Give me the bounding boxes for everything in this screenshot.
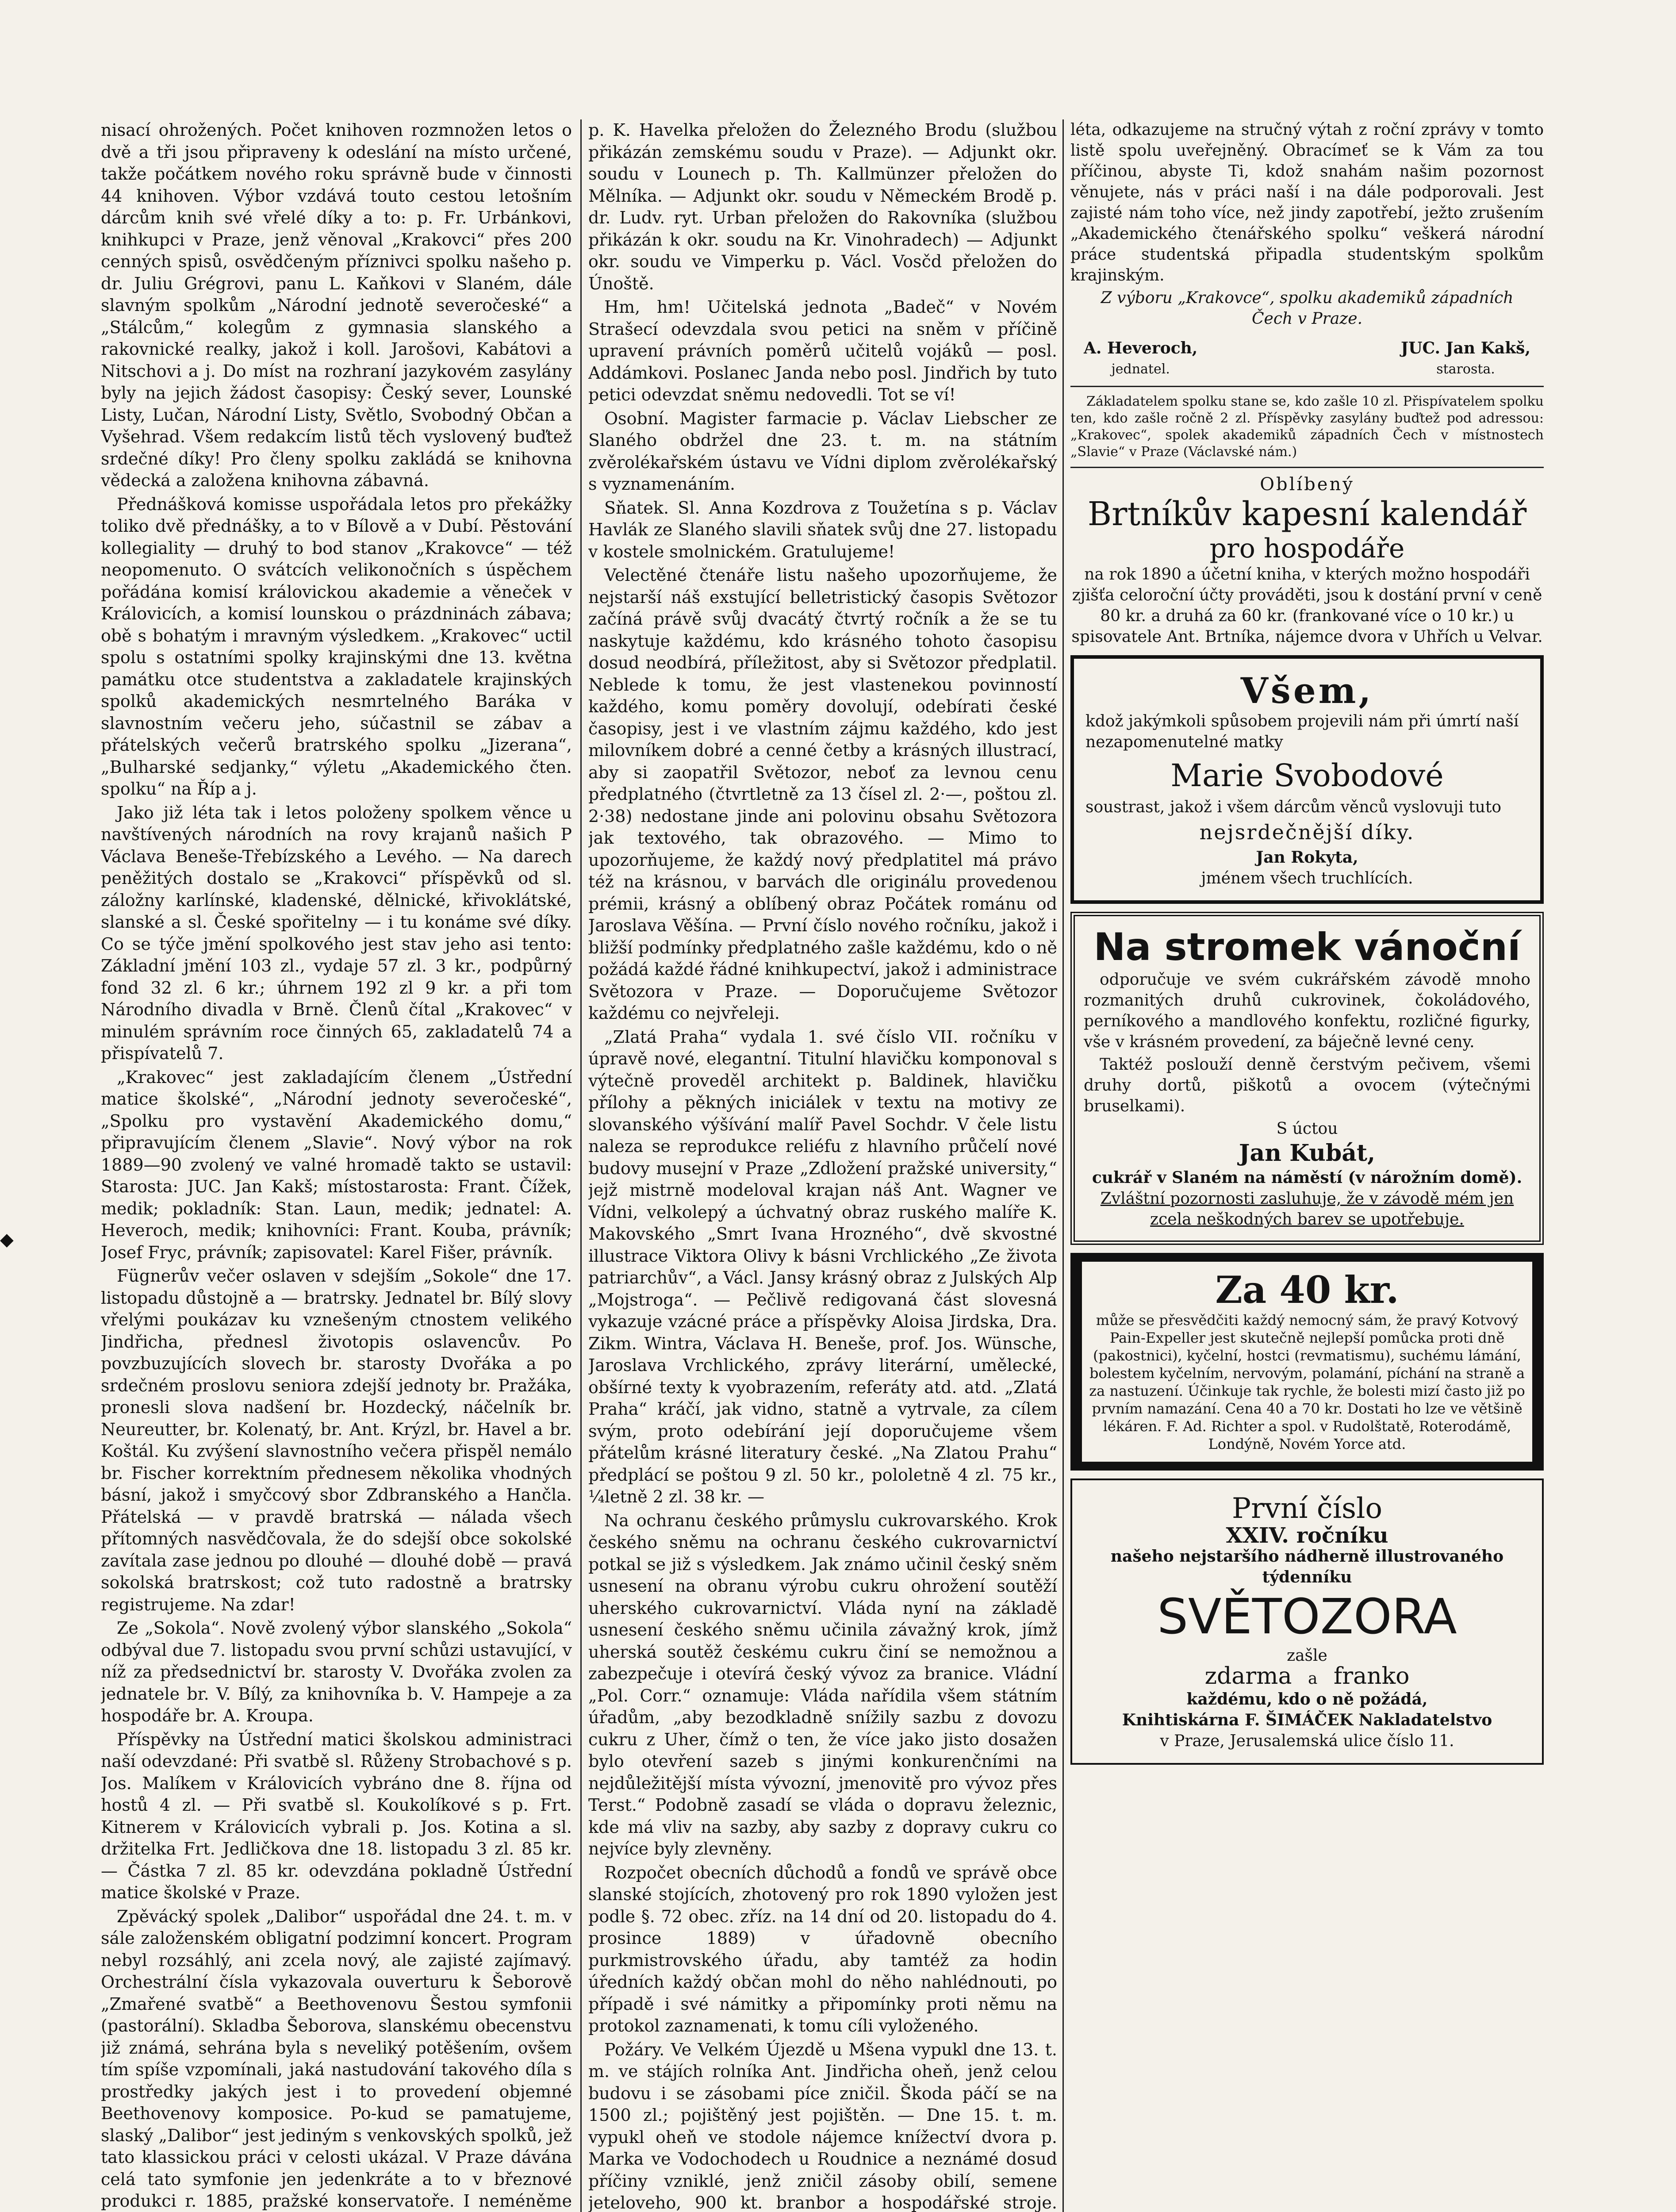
article-paragraph: Hm, hm! Učitelská jednota „Badeč“ v Novém Strašecí odevzdala svou petici na sněm v příčině upravení právních poměrů učitelů vojáků — posl. Addámkovi. Poslanec Janda nebo posl. Jindřich by tuto petici odevzdat sněmu nedovedli. Tot se ví!	[588, 297, 1057, 404]
ad-kicker: Oblíbený	[1260, 474, 1354, 495]
ad-subtitle: pro hospodáře	[1209, 533, 1405, 564]
ad-volume: XXIV. ročníku	[1226, 1523, 1388, 1548]
ad-desc: našeho nejstaršího nádherně illustrovaného týdenníku	[1110, 1547, 1504, 1586]
ad-signer-note: jménem všech truchlících.	[1201, 869, 1413, 887]
ad-everyone: každému, kdo o ně požádá,	[1186, 1690, 1428, 1709]
ad-title: Brtníkův kapesní kalendář	[1087, 495, 1527, 533]
article-paragraph: Velectěné čtenáře listu našeho upozorňujeme, že nejstarší náš exstující belletristický časopis Světozor začíná právě svůj dvacátý čtvrtý ročník a že se tu naskytuje každému, kdo krásného tohoto časopisu dosud neodbírá, příležitost, aby si Světozor předplatil. Neblede k tomu, že jest vlastenekou povinností každého, komu poměry dovolují, odebírati české časopisy, jest i ve vlastním zájmu každého, kdo jest milovníkem dobré a cenné četby a krásných illustrací, aby si zaopatřil Světozor, neboť za levnou cenu předplatného (čtvrtletně za 13 čísel zl. 2·—, poštou zl. 2·38) nedostane jinde ani polovinu obsahu Světozora jak textového, tak obrazového. — Mimo to upozorňujeme, že každý nový předplatitel má právo též na krásnou, v barvách dle originálu provedenou prémii, krásný a oblíbený obraz Počátek románu od Jaroslava Věšína. — První číslo nového ročníku, jakož i bližší podmínky předplatného zašle každému, kdo o ně požádá každé řádné knihkupectví, jakož i administrace Světozora v Praze. — Doporučujeme Světozor každému co nejvřeleji.	[588, 565, 1057, 1023]
article-paragraph: p. K. Havelka přeložen do Železného Brodu (službou přikázán zemskému soudu v Praze). — Adjunkt okr. soudu v Lounech p. Th. Kallmünzer přeložen do Mělníka. — Adjunkt okr. soudu v Německém Brodě p. dr. Ludv. ryt. Urban přeložen do Rakovníka (službou přikázán k okr. soudu na Kr. Vinohradech) — Adjunkt okr. soudu ve Vimperku p. Václ. Vosčd přeložen do Únoště.	[588, 120, 1057, 293]
article-paragraph: Jako již léta tak i letos položeny spolkem věnce u navštívených národních na rovy krajanů našich P Václava Beneše-Třebízského a Levého. — Na darech peněžitých dostalo se „Krakovci“ příspěvků od sl. záložny karlínské, kladenské, dělnické, křivoklátské, slanské a sl. České spořitelny — i tu konáme své díky. Co se týče jmění spolkového jest stav jeho asi tento: Základní jmění 103 zl., vydaje 57 zl. 3 kr., podpůrný fond 32 zl. 6 kr.; úhrnem 192 zl 9 kr. a při tom Národního divadla v Brně. Členů čítal „Krakovec“ v minulém správním roce činných 65, zakladatelů 74 a přispívatelů 7.	[101, 803, 572, 1063]
column-1	[101, 119, 572, 2212]
article-paragraph: „Zlatá Praha“ vydala 1. své číslo VII. ročníku v úpravě nové, elegantní. Titulní hlavičku komponoval s výtečně proveděl architekt p. Baldinek, hlavičku přílohy a pěkných iniciálek v textu na motivy ze slovanského výšívání malíř Pavel Sochdr. V čele listu naleza se reprodukce reliéfu z hlavního průčelí nové budovy musejní v Praze „Zdložení pražské university,“ jejž mistrně modeloval krajan náš Ant. Wagner ve Vídni, velkolepý a úchvatný obraz ruského malíře K. Makovského „Smrt Ivana Hrozného“, dvě skvostné illustrace Viktora Olivy k básni Vrchlického „Ze života patriarchův“, a Václ. Jansy krásný obraz z Julských Alp „Mojstroga“. — Pečlivě redigovaná část slovesná vykazuje vzácné práce a příspěvky Aloisa Jirdska, Dra. Zikm. Wintra, Václava H. Beneše, prof. Jos. Wünsche, Jaroslava Vrchlického, zprávy literární, umělecké, obšírné texty k vyobrazením, referáty atd. atd. „Zlatá Praha“ kráčí, jak vidno, statně a vytrvale, za cílem svým, proto odebírání její doporučujeme všem přátelům krásné literatury české. „Na Zlatou Prahu“ předplácí se poštou 9 zl. 50 kr., pololetně 4 zl. 75 kr., ¼letně 2 zl. 38 kr. —	[588, 1027, 1057, 1506]
ad-publisher: Knihtiskárna F. ŠIMÁČEK Nakladatelstvo	[1122, 1711, 1492, 1729]
ad-text: Taktéž poslouží denně čerstvým pečivem, všemi druhy dortů, piškotů a ovocem (výtečnými bruselkami).	[1084, 1056, 1530, 1115]
ad-price: Za 40 kr.	[1215, 1268, 1399, 1312]
column-divider	[580, 119, 582, 2212]
ad-calendar	[1070, 474, 1544, 647]
margin-arrow-icon: ◆	[0, 1229, 14, 1250]
ad-address: v Praze, Jerusalemská ulice číslo 11.	[1160, 1732, 1454, 1750]
ad-text: kdož jakýmkoli spůsobem projevili nám při úmrtí naší nezapomenutelné matky	[1085, 712, 1519, 751]
article-paragraph: Sňatek. Sl. Anna Kozdrova z Toužetína s p. Václav Havlák ze Slaného slavili sňatek svůj dne 27. listopadu v kostele smolnickém. Gratulujeme!	[588, 498, 1057, 561]
membership-note: Základatelem spolku stane se, kdo zašle 10 zl. Přispívatelem spolku ten, kdo zašle ročně 2 zl. Příspěvky zasylány buďtež pod adressou: „Krakovec“, spolek akademiků západních Čech v místnostech „Slavie“ v Praze (Václavské nám.)	[1070, 394, 1544, 460]
article-paragraph: Příspěvky na Ústřední matici školskou administraci naší odevzdané: Při svatbě sl. Růženy Strobachové s p. Jos. Malíkem v Královicích vybráno dne 8. října od hostů 4 zl. — Při svatbě sl. Koukolíkové s p. Frt. Kitnerem v Královicích vybrali p. Jos. Kotina a sl. držitelka Frt. Jedličkova dne 18. listopadu 3 zl. 85 kr. — Částka 7 zl. 85 kr. odevzdána pokladně Ústřední matice školské v Praze.	[101, 1729, 572, 1902]
signature-row	[1070, 338, 1544, 380]
signature-name: A. Heveroch,	[1084, 339, 1198, 357]
column-3	[1070, 119, 1544, 2212]
article-paragraph: nisací ohrožených. Počet knihoven rozmnožen letos o dvě a tři jsou připraveny k odeslání na místo určené, takže počátkem nového roku správně bude v činnosti 44 knihoven. Výbor vzdává touto cestou letošním dárcům knih své vřelé díky a to: p. Fr. Urbánkovi, knihkupci v Praze, jenž věnoval „Krakovci“ přes 200 cenných spisů, osvědčeným příznivci spolku našeho p. dr. Juliu Grégrovi, panu L. Kaňkovi v Slaném, dále slavným spolkům „Národní jednotě severočeské“ a „Stálcům,“ kolegům z gymnasia slanského a rakovnické realky, jakož i koll. Jarošovi, Kabátovi a Nitschovi a j. Do míst na rozhraní jazykovém zasylány byly na jejich žádost časopisy: Český sever, Lounské Listy, Lučan, Národní Listy, Světlo, Svobodný Občan a Vyšehrad. Všem redakcím listů těch vyslovený buďtež srdečné díky! Pro členy spolku zakládá se knihovna vědecká a založena knihovna zábavná.	[101, 120, 572, 490]
signature-role: starosta.	[1436, 361, 1495, 377]
ad-first: První číslo	[1232, 1492, 1382, 1525]
ad-respect: S úctou	[1276, 1120, 1338, 1138]
ad-name: SVĚTOZORA	[1157, 1588, 1457, 1645]
ad-christmas	[1070, 912, 1544, 1245]
ad-footer: Zvláštní pozornosti zasluhuje, že v závodě mém jen zcela neškodných barev se upotřebuje.	[1100, 1190, 1514, 1229]
article-paragraph: Rozpočet obecních důchodů a fondů ve správě obce slanské stojících, zhotovený pro rok 1890 vyložen jest podle §. 72 obec. zříz. na 14 dní od 20. listopadu do 4. prosince 1889) v úřadovně obecního purkmistrovského úřadu, aby tamtéž za hodin úředních každý občan mohl do něho nahlédnouti, po případě i své námitky a připomínky proti němu na protokol zaznamenati, k tomu cíli vyloženého.	[588, 1863, 1057, 2035]
article-paragraph: Přednášková komisse uspořádala letos pro překážky toliko dvě přednášky, a to v Bílově a v Dubí. Pěstování kollegiality — druhý to bod stanov „Krakovce“ — též neopomenuto. O svátcích velikonočních s úspěchem pořádána komisí královickou akademie a věneček v Královicích, a komisí lounskou o prázdninách zábava; obě s bohatým i mravným výsledkem. „Krakovec“ uctil spolu s ostatními spolky krajinskými dne 13. května památku otce studentstva a zakladatele krajinských spolků akademických nesmrtelného Baráka v slavnostním večeru jeho, súčastnil se zábav a přátelských večerů bratrského spolku „Jizerana“, „Bulharské sedjanky,“ výletu „Akademického čten. spolku“ na Říp a j.	[101, 494, 572, 799]
ad-free-row	[1084, 1663, 1530, 1690]
article-paragraph: léta, odkazujeme na stručný výtah z roční zprávy v tomto listě spolu uveřejněný. Obracímeť se k Vám za tou příčinou, abyste Ti, kdož snahám našim pozornost věnujete, nás v práci naší i na dále podporovali. Jest zajisté nám toho více, než jindy zapotřebí, ježto zrušením „Akademického čtenářského spolku“ veškerá národní práce studentská připadla studentským spolkům krajinským.	[1070, 121, 1544, 284]
column-divider	[1062, 119, 1064, 2212]
article-paragraph: Osobní. Magister farmacie p. Václav Liebscher ze Slaného obdržel dne 23. t. m. na státním zvěrolékařském ústavu ve Vídni diplom zvěrolékařský s vyznamenáním.	[588, 408, 1057, 494]
ad-expeller	[1070, 1253, 1544, 1471]
column-2	[588, 119, 1057, 2212]
ad-owner: Jan Kubát,	[1239, 1140, 1376, 1167]
ad-thanks	[1070, 655, 1544, 904]
ad-title: Všem,	[1240, 670, 1374, 711]
ad-text: soustrast, jakož i všem dárcům věnců vyslovuji tuto	[1085, 798, 1501, 816]
ad-send: zašle	[1287, 1647, 1327, 1665]
ad-free1: zdarma	[1204, 1663, 1292, 1690]
closing-line: Z výboru „Krakovce“, spolku akademiků západních Čech v Praze.	[1101, 289, 1514, 328]
ad-title: Na stromek vánoční	[1093, 925, 1521, 969]
ad-owner-note: cukrář v Slaném na náměstí (v nárožním domě).	[1092, 1168, 1523, 1187]
ad-svetozor	[1070, 1479, 1544, 1765]
article-paragraph: Požáry. Ve Velkém Újezdě u Mšena vypukl dne 13. t. m. ve stájích rolníka Ant. Jindřicha oheň, jenž celou budovu i se zásobami píce zničil. Škoda páčí se na 1500 zl.; pojištěný jest pojištěn. — Dne 15. t. m. vypukl oheň ve stodole nájemce knížectví dvora p. Marka ve Vodochodech u Roudnice a neznámé dosud příčiny vzniklé, jenž zničil zásoby obilí, semene jeteloveho, 900 kt. branbor a hospodářské stroje.	[588, 2039, 1057, 2212]
article-paragraph: „Krakovec“ jest zakladajícím členem „Ústřední matice školské“, „Národní jednoty severočeské“, „Spolku pro vystavění Akademického domu,“ připravujícím členem „Slavie“. Nový výbor na rok 1889—90 zvolený ve valné hromadě takto se ustavil: Starosta: JUC. Jan Kakš; místostarosta: Frant. Čížek, medik; pokladník: Stan. Laun, medik; jednatel: A. Heveroch, medik; knihovníci: Frant. Kouba, právník; Josef Fryc, právník; zapisovatel: Karel Fišer, právník.	[101, 1067, 572, 1262]
article-paragraph: Fügnerův večer oslaven v sdejším „Sokole“ dne 17. listopadu důstojně a — bratrsky. Jednatel br. Bílý slovy vřelými poukázav ku vznešeným ctnostem velikého Jindřicha, přednesl životopis oslavencův. Po povzbuzujících slovech br. starosty Dvořáka a po srdečném proslovu seniora zdejší jednoty br. Pražáka, pronesli slova nadšení br. Hozdecký, náčelník br. Neureutter, br. Kolenatý, br. Ant. Krýzl, br. Havel a br. Koštál. Ku zvýšení slavnostního večera přispěl nemálo br. Fischer korrektním přednesem několika vhodných básní, jakož i smyčcový sbor Zdbranského a Hančla. Přátelská — v pravdě bratrská — nálada všech přítomných nasvědčovala, že do sdejší obce sokolské zavítala zase jednou po dlouhé — dlouhé době — pravá sokolská bratrskost; což tuto radostně a bratrsky registrujeme. Na zdar!	[101, 1266, 572, 1614]
ad-free2: franko	[1333, 1663, 1410, 1690]
ad-name: Marie Svobodové	[1170, 757, 1444, 794]
ad-text: může se přesvědčiti každý nemocný sám, že pravý Kotvový Pain-Expeller jest skutečně nejlepší pomůcka proti dně (pakostnici), kyčelní, hostci (revmatismu), suchému lámání, bolestem kyčelním, nervovým, polamání, píchání na straně a za nastuzení. Účinkuje tak rychle, že bolesti mizí často již po prvním namazání. Cena 40 a 70 kr. Dostati ho lze ve většině lékáren. F. Ad. Richter a spol. v Rudolštatě, Roterodámě, Londýně, Novém Yorce atd.	[1089, 1312, 1525, 1452]
section-divider	[1070, 386, 1544, 387]
signature-name: JUC. Jan Kakš,	[1401, 339, 1530, 357]
ad-text: na rok 1890 a účetní kniha, v kterých možno hospodáři zjišťa celoroční účty prováděti, jsou k dostání první v ceně 80 kr. a druhá za 60 kr. (frankované více o 10 kr.) u spisovatele Ant. Brtníka, nájemce dvora v Uhřích u Velvar.	[1071, 565, 1543, 646]
ad-text: odporučuje ve svém cukrářském závodě mnoho rozmanitých druhů cukrovinek, čokoládového, perníkového a mandlového konfektu, rozličné figurky, vše v krásném provedení, za báječně levné ceny.	[1084, 971, 1530, 1051]
signature-role: jednatel.	[1111, 361, 1170, 377]
ad-signer: Jan Rokyta,	[1256, 848, 1358, 867]
article-paragraph: Zpěvácký spolek „Dalibor“ uspořádal dne 24. t. m. v sále založenském obligatní podzimní koncert. Program nebyl rozsáhlý, ani zcela nový, ale zajisté zajímavý. Orchestrální čísla vykazovala ouverturu k Šeborově „Zmařené svatbě“ a Beethovenovu Šestou symfonii (pastorální). Skladba Šeborova, slanskému obecenstvu již známá, sehrána byla s neveliký potěšením, ovšem tím spíše vzpomínali, jaká nastudování takového díla s prostředky jakých jest i to provedení objemné Beethovenovy komposice. Po-kud se pamatujeme, slaský „Dalibor“ jest jediným s venkovských spolků, jež tato klassickou práci v celosti ukázal. V Praze dávána celá tato symfonie jen jedenkráte a to v březnové produkci r. 1885, pražské konservatoře. I neméněme	[101, 1906, 572, 2211]
ad-and: a	[1308, 1670, 1318, 1688]
article-paragraph: Ze „Sokola“. Nově zvolený výbor slanského „Sokola“ odbýval due 7. listopadu svou první schůzi ustavující, v níž za předsednictví br. starosty V. Dvořáka zvolen za jednatele br. V. Bílý, za knihovníka b. V. Hampeje a za hospodáře br. A. Kroupa.	[101, 1618, 572, 1725]
article-paragraph: Na ochranu českého průmyslu cukrovarského. Krok českého sněmu na ochranu českého cukrovarnictví potkal se již s výsledkem. Jak známo učinil český sněm usnesení na obranu výrobu cukru ohrožení soutěží uherského cukrovarnictví. Vláda nyní na základě usnesení českého sněmu učinila závažný krok, jímž uherská soutěž českému cukru činí se nemožnou a zabezpečuje i otevírá český vývoz za branice. Vládní „Pol. Corr.“ oznamuje: Vláda nařídila všem státním úřadům, „aby bezodkladně snížily sazbu z dovozu cukru z Uher, čímž o ten, že více jako jisto dosažen bylo otevření sazeb s jinými konkurenčními na nejdůležitější místa vývozní, jmenovitě pro vývoz přes Terst.“ Podobně zasadí se vláda o dopravu železnic, kde má vliv na sazby, aby sazby z dopravy cukru co nejvíce byly zlevněny.	[588, 1510, 1057, 1859]
ad-emphasis: nejsrdečnější díky.	[1199, 820, 1415, 844]
section-divider	[1070, 467, 1544, 468]
